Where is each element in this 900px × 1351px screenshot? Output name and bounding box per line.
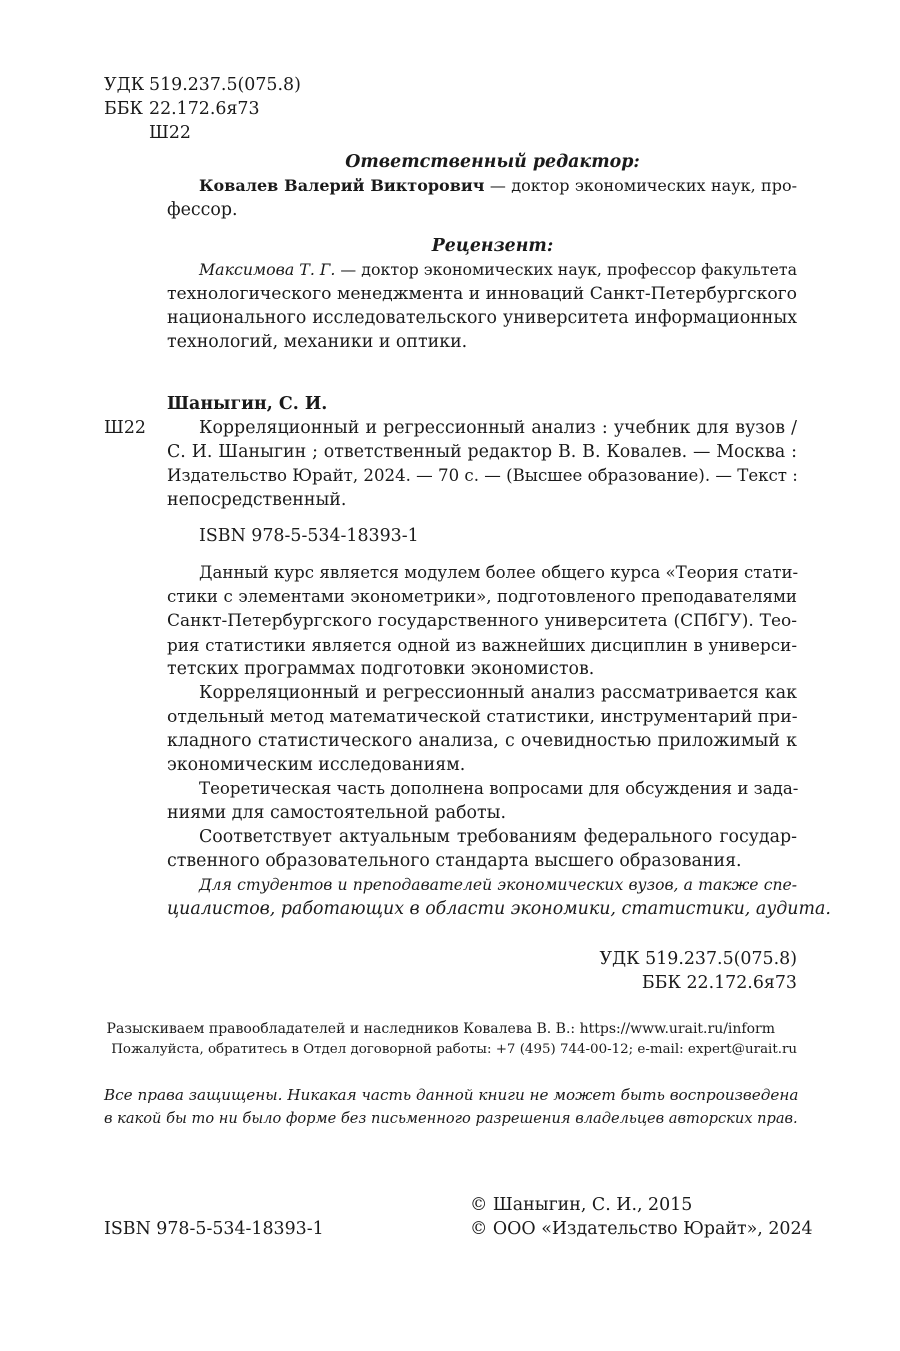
- footer-isbn: ISBN 978-5-534-18393-1: [104, 1219, 324, 1239]
- reviewer-name: Максимова Т. Г.: [199, 260, 336, 279]
- catalog-isbn: ISBN 978-5-534-18393-1: [199, 526, 419, 546]
- abstract-p4-line-1: Соответствует актуальным требованиям федерального государ-: [199, 827, 797, 847]
- reviewer-line-2: технологического менеджмента и инноваций Санкт-Петербургского: [167, 284, 798, 304]
- reviewer-line-4: технологий, механики и оптики.: [167, 332, 468, 352]
- abstract-p2-line-3: кладного статистического анализа, с очевидностью приложимый к: [167, 731, 797, 751]
- abstract-p1-line-1: Данный курс является модулем более общего курса «Теория стати-: [199, 563, 799, 582]
- editor-line-1: [199, 174, 797, 198]
- catalog-line-3: Издательство Юрайт, 2024. — 70 с. — (Высшее образование). — Текст :: [167, 466, 798, 485]
- rights-line-1: Все права защищены. Никакая часть данной книги не может быть воспроизведена: [104, 1086, 799, 1104]
- bbk-label: ББК: [104, 99, 144, 119]
- classification-udk-right: УДК 519.237.5(075.8): [599, 949, 797, 969]
- abstract-p5-line-2: циалистов, работающих в области экономики, статистики, аудита.: [167, 899, 831, 919]
- bbk-value: 22.172.6я73: [149, 99, 260, 119]
- reviewer-line-1: [199, 258, 797, 282]
- abstract-p3-line-1: Теоретическая часть дополнена вопросами для обсуждения и зада-: [199, 779, 799, 798]
- reviewer-description: — доктор экономических наук, профессор факультета: [335, 260, 797, 279]
- abstract-p3-line-2: ниями для самостоятельной работы.: [167, 803, 506, 823]
- abstract-p1-line-3: Санкт-Петербургского государственного университета (СПбГУ). Тео-: [167, 611, 797, 631]
- abstract-p5-line-1: Для студентов и преподавателей экономических вузов, а также спе-: [199, 876, 797, 894]
- abstract-p2-line-1: Корреляционный и регрессионный анализ рассматривается как: [199, 683, 797, 703]
- abstract-p1-line-5: тетских программах подготовки экономистов.: [167, 659, 595, 679]
- catalog-line-2: С. И. Шаныгин ; ответственный редактор В. В. Ковалев. — Москва :: [167, 442, 797, 462]
- catalog-author: Шаныгин, С. И.: [167, 394, 328, 414]
- classification-bbk-right: ББК 22.172.6я73: [641, 973, 797, 993]
- notice-line-2: Пожалуйста, обратитесь в Отдел договорной работы: +7 (495) 744-00-12; e-mail: expert@urait.ru: [111, 1042, 797, 1057]
- catalog-mark: Ш22: [104, 418, 146, 438]
- catalog-line-1: Корреляционный и регрессионный анализ : учебник для вузов /: [199, 418, 797, 438]
- editor-line-2: фессор.: [167, 200, 238, 220]
- abstract-p2-line-4: экономическим исследованиям.: [167, 755, 466, 775]
- footer-copyright-2: © ООО «Издательство Юрайт», 2024: [470, 1219, 813, 1239]
- editor-description: — доктор экономических наук, про-: [484, 176, 798, 195]
- reviewer-line-3: национального исследовательского университета информационных: [167, 308, 797, 328]
- abstract-p1-line-4: рия статистики является одной из важнейших дисциплин в универси-: [167, 635, 797, 655]
- editor-heading: Ответственный редактор:: [345, 152, 640, 172]
- abstract-p1-line-2: стики с элементами эконометрики», подготовленого преподавателями: [167, 587, 797, 606]
- reviewer-heading: Рецензент:: [431, 236, 554, 256]
- footer-copyright-1: © Шаныгин, С. И., 2015: [470, 1195, 693, 1215]
- editor-name: Ковалев Валерий Викторович: [199, 176, 485, 195]
- catalog-line-4: непосредственный.: [167, 490, 347, 510]
- rights-line-2: в какой бы то ни было форме без письменного разрешения владельцев авторских прав.: [104, 1110, 798, 1127]
- udk-value: 519.237.5(075.8): [149, 75, 301, 95]
- abstract-p4-line-2: ственного образовательного стандарта высшего образования.: [167, 851, 742, 871]
- udk-label: УДК: [104, 75, 145, 95]
- abstract-p2-line-2: отдельный метод математической статистики, инструментарий при-: [167, 707, 798, 727]
- author-mark: Ш22: [149, 123, 191, 143]
- notice-line-1: Разыскиваем правообладателей и наследников Ковалева В. В.: https://www.urait.ru/inform: [106, 1021, 775, 1037]
